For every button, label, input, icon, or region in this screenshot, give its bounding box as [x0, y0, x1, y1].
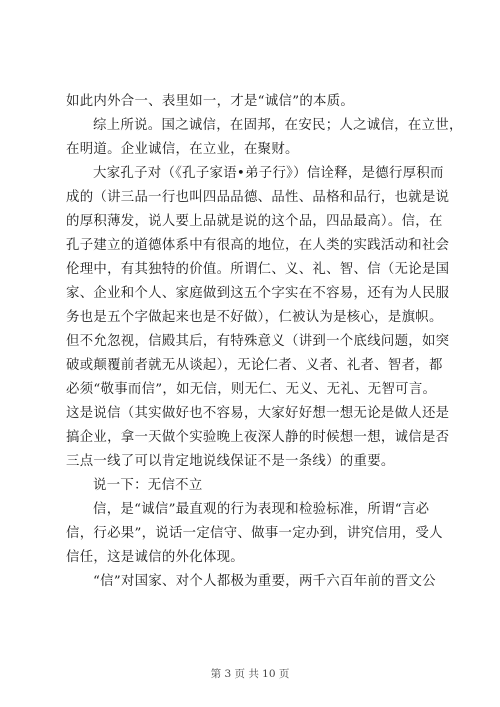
text-line: 搞企业，拿一天做个实验晚上夜深人静的时候想一想，诚信是否	[66, 430, 450, 445]
text-line: 信任，这是诚信的外化体现。	[66, 550, 244, 565]
text-line: 成的（讲三品一行也叫四品品德、品性、品格和品行，也就是说	[66, 190, 450, 205]
text-line: 但不允忽视，信殿其后，有特殊意义（讲到一个底线问题，如突	[66, 334, 450, 349]
text-line: 必须“敬事而信”，如无信，则无仁、无义、无礼、无智可言。	[66, 382, 437, 397]
page-number-footer: 第 3 页 共 10 页	[210, 668, 290, 680]
text-line: 综上所说。国之诚信，在固邦，在安民；人之诚信，在立世，	[93, 118, 463, 133]
text-line: 大家孔子对（《孔子家语•弟子行》）信诠释，是德行厚积而	[93, 166, 444, 181]
text-line: 务也是五个字做起来也是不好做），仁被认为是核心，是旗帜。	[66, 310, 443, 325]
text-line: 在明道。企业诚信，在立业，在聚财。	[66, 142, 299, 157]
text-line: 伦理中，有其独特的价值。所谓仁、义、礼、智、信（无论是国	[66, 262, 450, 277]
document-body	[66, 90, 463, 594]
section-heading: 说一下：无信不立	[93, 478, 203, 493]
text-line: 家、企业和个人、家庭做到这五个字实在不容易，还有为人民服	[66, 286, 450, 301]
text-line: 信，是“诚信”最直观的行为表现和检验标准，所谓“言必	[93, 502, 430, 517]
text-line: 这是说信（其实做好也不容易，大家好好想一想无论是做人还是	[66, 406, 450, 421]
text-line: 破或颠覆前者就无从谈起），无论仁者、义者、礼者、智者，都	[66, 358, 443, 373]
text-line: 如此内外合一、表里如一，才是“诚信”的本质。	[66, 94, 355, 109]
text-line: “信”对国家、对个人都极为重要，两千六百年前的晋文公	[93, 574, 436, 589]
text-line: 孔子建立的道德体系中有很高的地位，在人类的实践活动和社会	[66, 238, 450, 253]
text-line: 三点一线了可以肯定地说线保证不是一条线）的重要。	[66, 454, 395, 469]
text-line: 的厚积薄发，说人要上品就是说的这个品，四品最高）。信，在	[66, 214, 443, 229]
text-line: 信，行必果”，说话一定信守、做事一定办到，讲究信用，受人	[66, 526, 443, 541]
